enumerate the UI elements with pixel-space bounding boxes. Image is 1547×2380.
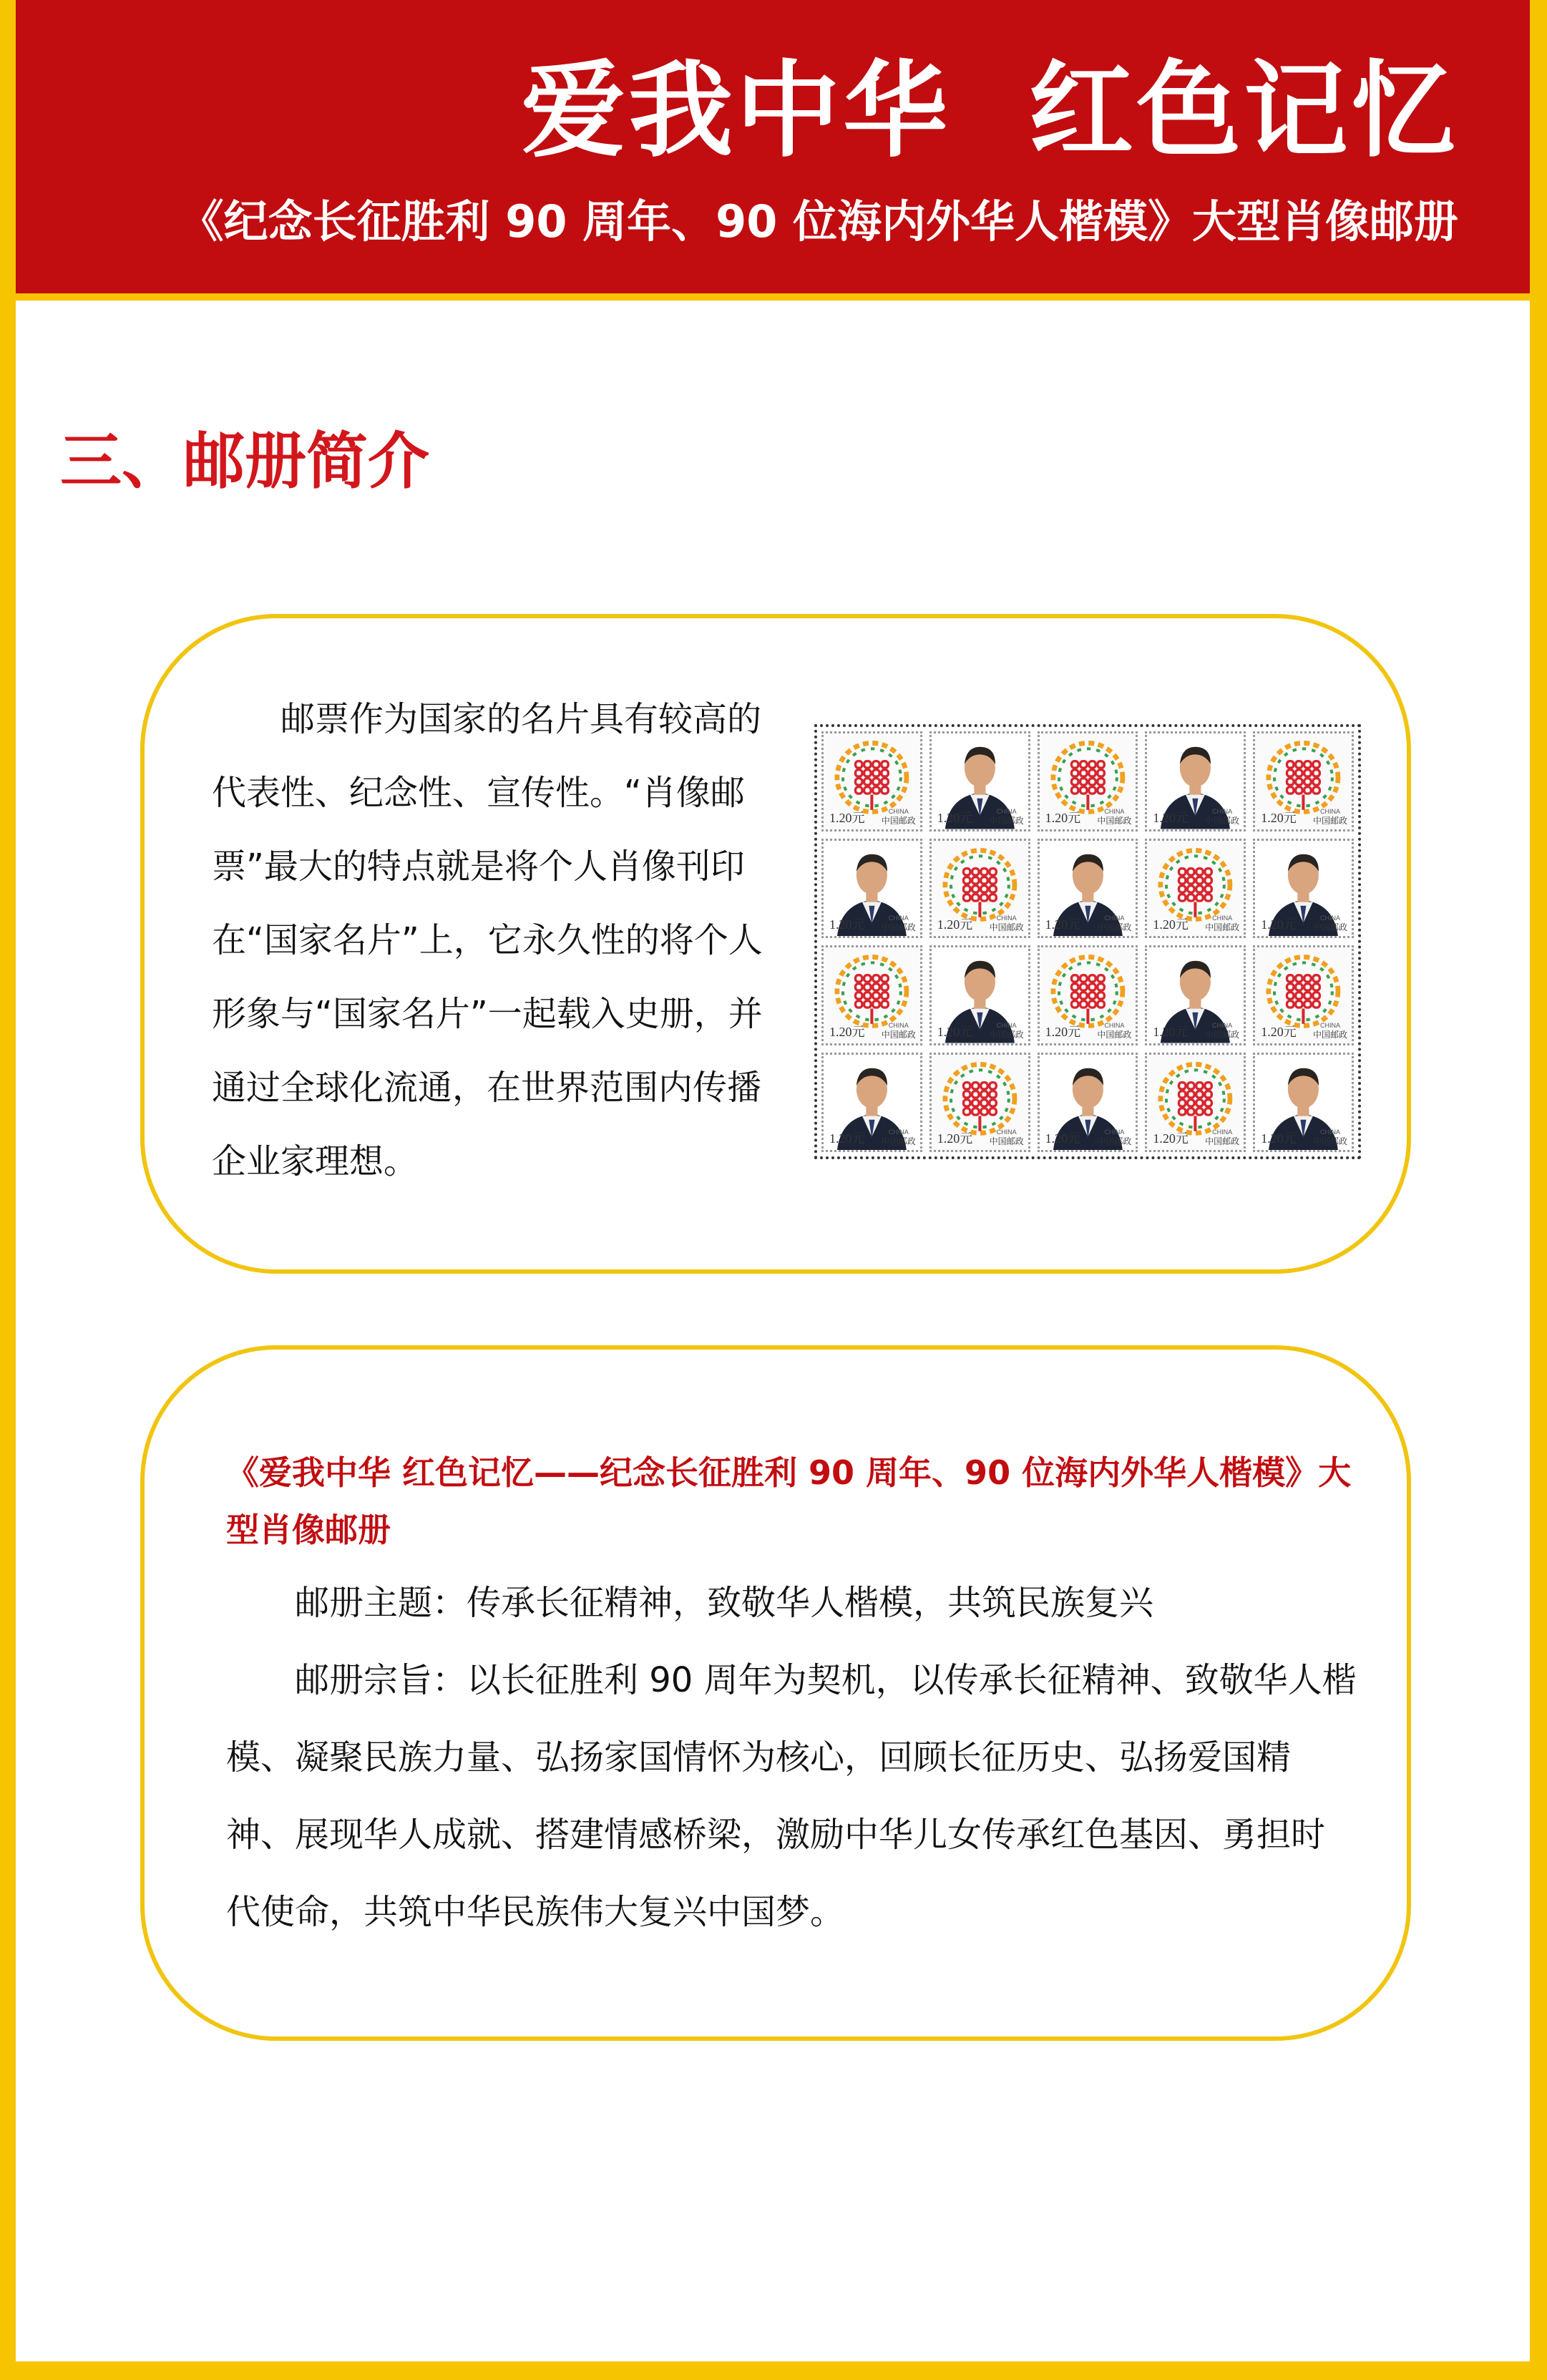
stamp-portrait: [1145, 945, 1246, 1045]
stamp-country: CHINA: [888, 1128, 909, 1136]
stamp-post-name: 中国邮政: [989, 1136, 1024, 1146]
stamp-post-name: 中国邮政: [989, 922, 1024, 932]
stamp-denomination: 1.20元: [829, 810, 865, 825]
page-subtitle: 《纪念长征胜利 90 周年、90 位海内外华人楷模》大型肖像邮册: [179, 195, 1458, 248]
stamp-country: CHINA: [1212, 1128, 1233, 1136]
stamp-denomination: 1.20元: [1261, 810, 1297, 825]
stamp-portrait: [821, 839, 922, 939]
stamp-chinese-knot: [1145, 1053, 1246, 1153]
section-heading: 三、邮册简介: [60, 426, 429, 497]
stamp-country: CHINA: [996, 1021, 1017, 1029]
stamp-country: CHINA: [1104, 1128, 1125, 1136]
album-purpose: 邮册宗旨：以长征胜利 90 周年为契机，以传承长征精神、致敬华人楷模、凝聚民族力量、弘扬家国情怀为核心，回顾长征历史、弘扬爱国精神、展现华人成就、搭建情感桥梁，激励中华儿女传承红色基因、勇担时代使命，共筑中华民族伟大复兴中国梦。: [226, 1660, 1357, 1932]
stamp-denomination: 1.20元: [1153, 1131, 1189, 1146]
stamp-chinese-knot: [1038, 945, 1138, 1045]
stamp-post-name: 中国邮政: [881, 922, 916, 932]
stamp-post-name: 中国邮政: [1312, 1029, 1347, 1040]
stamp-country: CHINA: [996, 915, 1017, 922]
stamp-portrait: [929, 945, 1030, 1045]
stamp-denomination: 1.20元: [1261, 1024, 1297, 1039]
stamp-post-name: 中国邮政: [989, 815, 1024, 826]
stamp-country: CHINA: [1319, 807, 1340, 815]
stamp-country: CHINA: [996, 807, 1017, 815]
stamp-post-name: 中国邮政: [881, 1136, 916, 1146]
stamp-post-name: 中国邮政: [989, 1029, 1024, 1040]
stamp-chinese-knot: [821, 731, 922, 831]
stamp-post-name: 中国邮政: [1312, 815, 1347, 826]
stamp-denomination: 1.20元: [1153, 917, 1189, 932]
stamp-portrait: [1253, 1053, 1354, 1153]
stamp-post-name: 中国邮政: [1312, 922, 1347, 932]
stamp-post-name: 中国邮政: [1097, 815, 1132, 826]
stamp-portrait: [821, 1053, 922, 1153]
stamp-post-name: 中国邮政: [1312, 1136, 1347, 1146]
stamp-portrait: [1038, 1053, 1138, 1153]
stamp-denomination: 1.20元: [829, 1131, 865, 1146]
stamp-post-name: 中国邮政: [1097, 1136, 1132, 1146]
stamp-country: CHINA: [1212, 807, 1233, 815]
stamp-denomination: 1.20元: [937, 810, 973, 825]
stamp-post-name: 中国邮政: [1205, 1029, 1240, 1040]
stamp-denomination: 1.20元: [829, 917, 865, 932]
stamp-country: CHINA: [1104, 915, 1125, 922]
stamp-chinese-knot: [1038, 731, 1138, 831]
stamp-country: CHINA: [1104, 1021, 1125, 1029]
stamp-country: CHINA: [888, 915, 909, 922]
stamp-denomination: 1.20元: [1153, 1024, 1189, 1039]
stamp-denomination: 1.20元: [1261, 917, 1297, 932]
stamp-portrait: [1253, 839, 1354, 939]
stamp-country: CHINA: [888, 807, 909, 815]
stamp-country: CHINA: [1319, 1128, 1340, 1136]
stamp-chinese-knot: [1253, 945, 1354, 1045]
stamp-country: CHINA: [888, 1021, 909, 1029]
stamp-country: CHINA: [1319, 1021, 1340, 1029]
stamp-country: CHINA: [1319, 915, 1340, 922]
stamp-denomination: 1.20元: [937, 1024, 973, 1039]
stamp-country: CHINA: [996, 1128, 1017, 1136]
stamp-post-name: 中国邮政: [1205, 1136, 1240, 1146]
header-banner: [16, 0, 1530, 301]
stamp-denomination: 1.20元: [1153, 810, 1189, 825]
stamp-denomination: 1.20元: [829, 1024, 865, 1039]
intro-card: [140, 614, 1411, 1274]
intro-paragraph: 邮票作为国家的名片具有较高的代表性、纪念性、宣传性。“肖像邮票”最大的特点就是将个人肖像刊印在“国家名片”上，它永久性的将个人形象与“国家名片”一起载入史册，并通过全球化流通，在世界范围内传播企业家理想。: [212, 699, 763, 1181]
stamp-portrait: [929, 731, 1030, 831]
stamp-post-name: 中国邮政: [1097, 922, 1132, 932]
stamp-chinese-knot: [929, 1053, 1030, 1153]
page-title: 爱我中华 红色记忆: [521, 50, 1458, 172]
stamp-post-name: 中国邮政: [1205, 922, 1240, 932]
album-theme: 邮册主题：传承长征精神，致敬华人楷模，共筑民族复兴: [295, 1583, 1154, 1623]
stamp-country: CHINA: [1104, 807, 1125, 815]
stamp-denomination: 1.20元: [937, 917, 973, 932]
stamp-denomination: 1.20元: [1045, 917, 1081, 932]
stamp-denomination: 1.20元: [1045, 810, 1081, 825]
stamp-country: CHINA: [1212, 1021, 1233, 1029]
stamp-post-name: 中国邮政: [1205, 815, 1240, 826]
stamp-portrait: [1145, 731, 1246, 831]
stamp-denomination: 1.20元: [1261, 1131, 1297, 1146]
album-title: 《爱我中华 红色记忆——纪念长征胜利 90 周年、90 位海内外华人楷模》大型肖像邮册: [226, 1453, 1352, 1549]
stamp-post-name: 中国邮政: [881, 1029, 916, 1040]
stamp-chinese-knot: [821, 945, 922, 1045]
stamp-portrait: [1038, 839, 1138, 939]
stamp-sheet-image: [814, 724, 1361, 1159]
page: [16, 0, 1530, 2361]
stamp-denomination: 1.20元: [1045, 1131, 1081, 1146]
stamp-chinese-knot: [929, 839, 1030, 939]
stamp-country: CHINA: [1212, 915, 1233, 922]
stamp-chinese-knot: [1253, 731, 1354, 831]
stamp-post-name: 中国邮政: [881, 815, 916, 826]
stamp-denomination: 1.20元: [1045, 1024, 1081, 1039]
stamp-post-name: 中国邮政: [1097, 1029, 1132, 1040]
stamp-chinese-knot: [1145, 839, 1246, 939]
stamp-denomination: 1.20元: [937, 1131, 973, 1146]
album-card: [140, 1345, 1411, 2041]
